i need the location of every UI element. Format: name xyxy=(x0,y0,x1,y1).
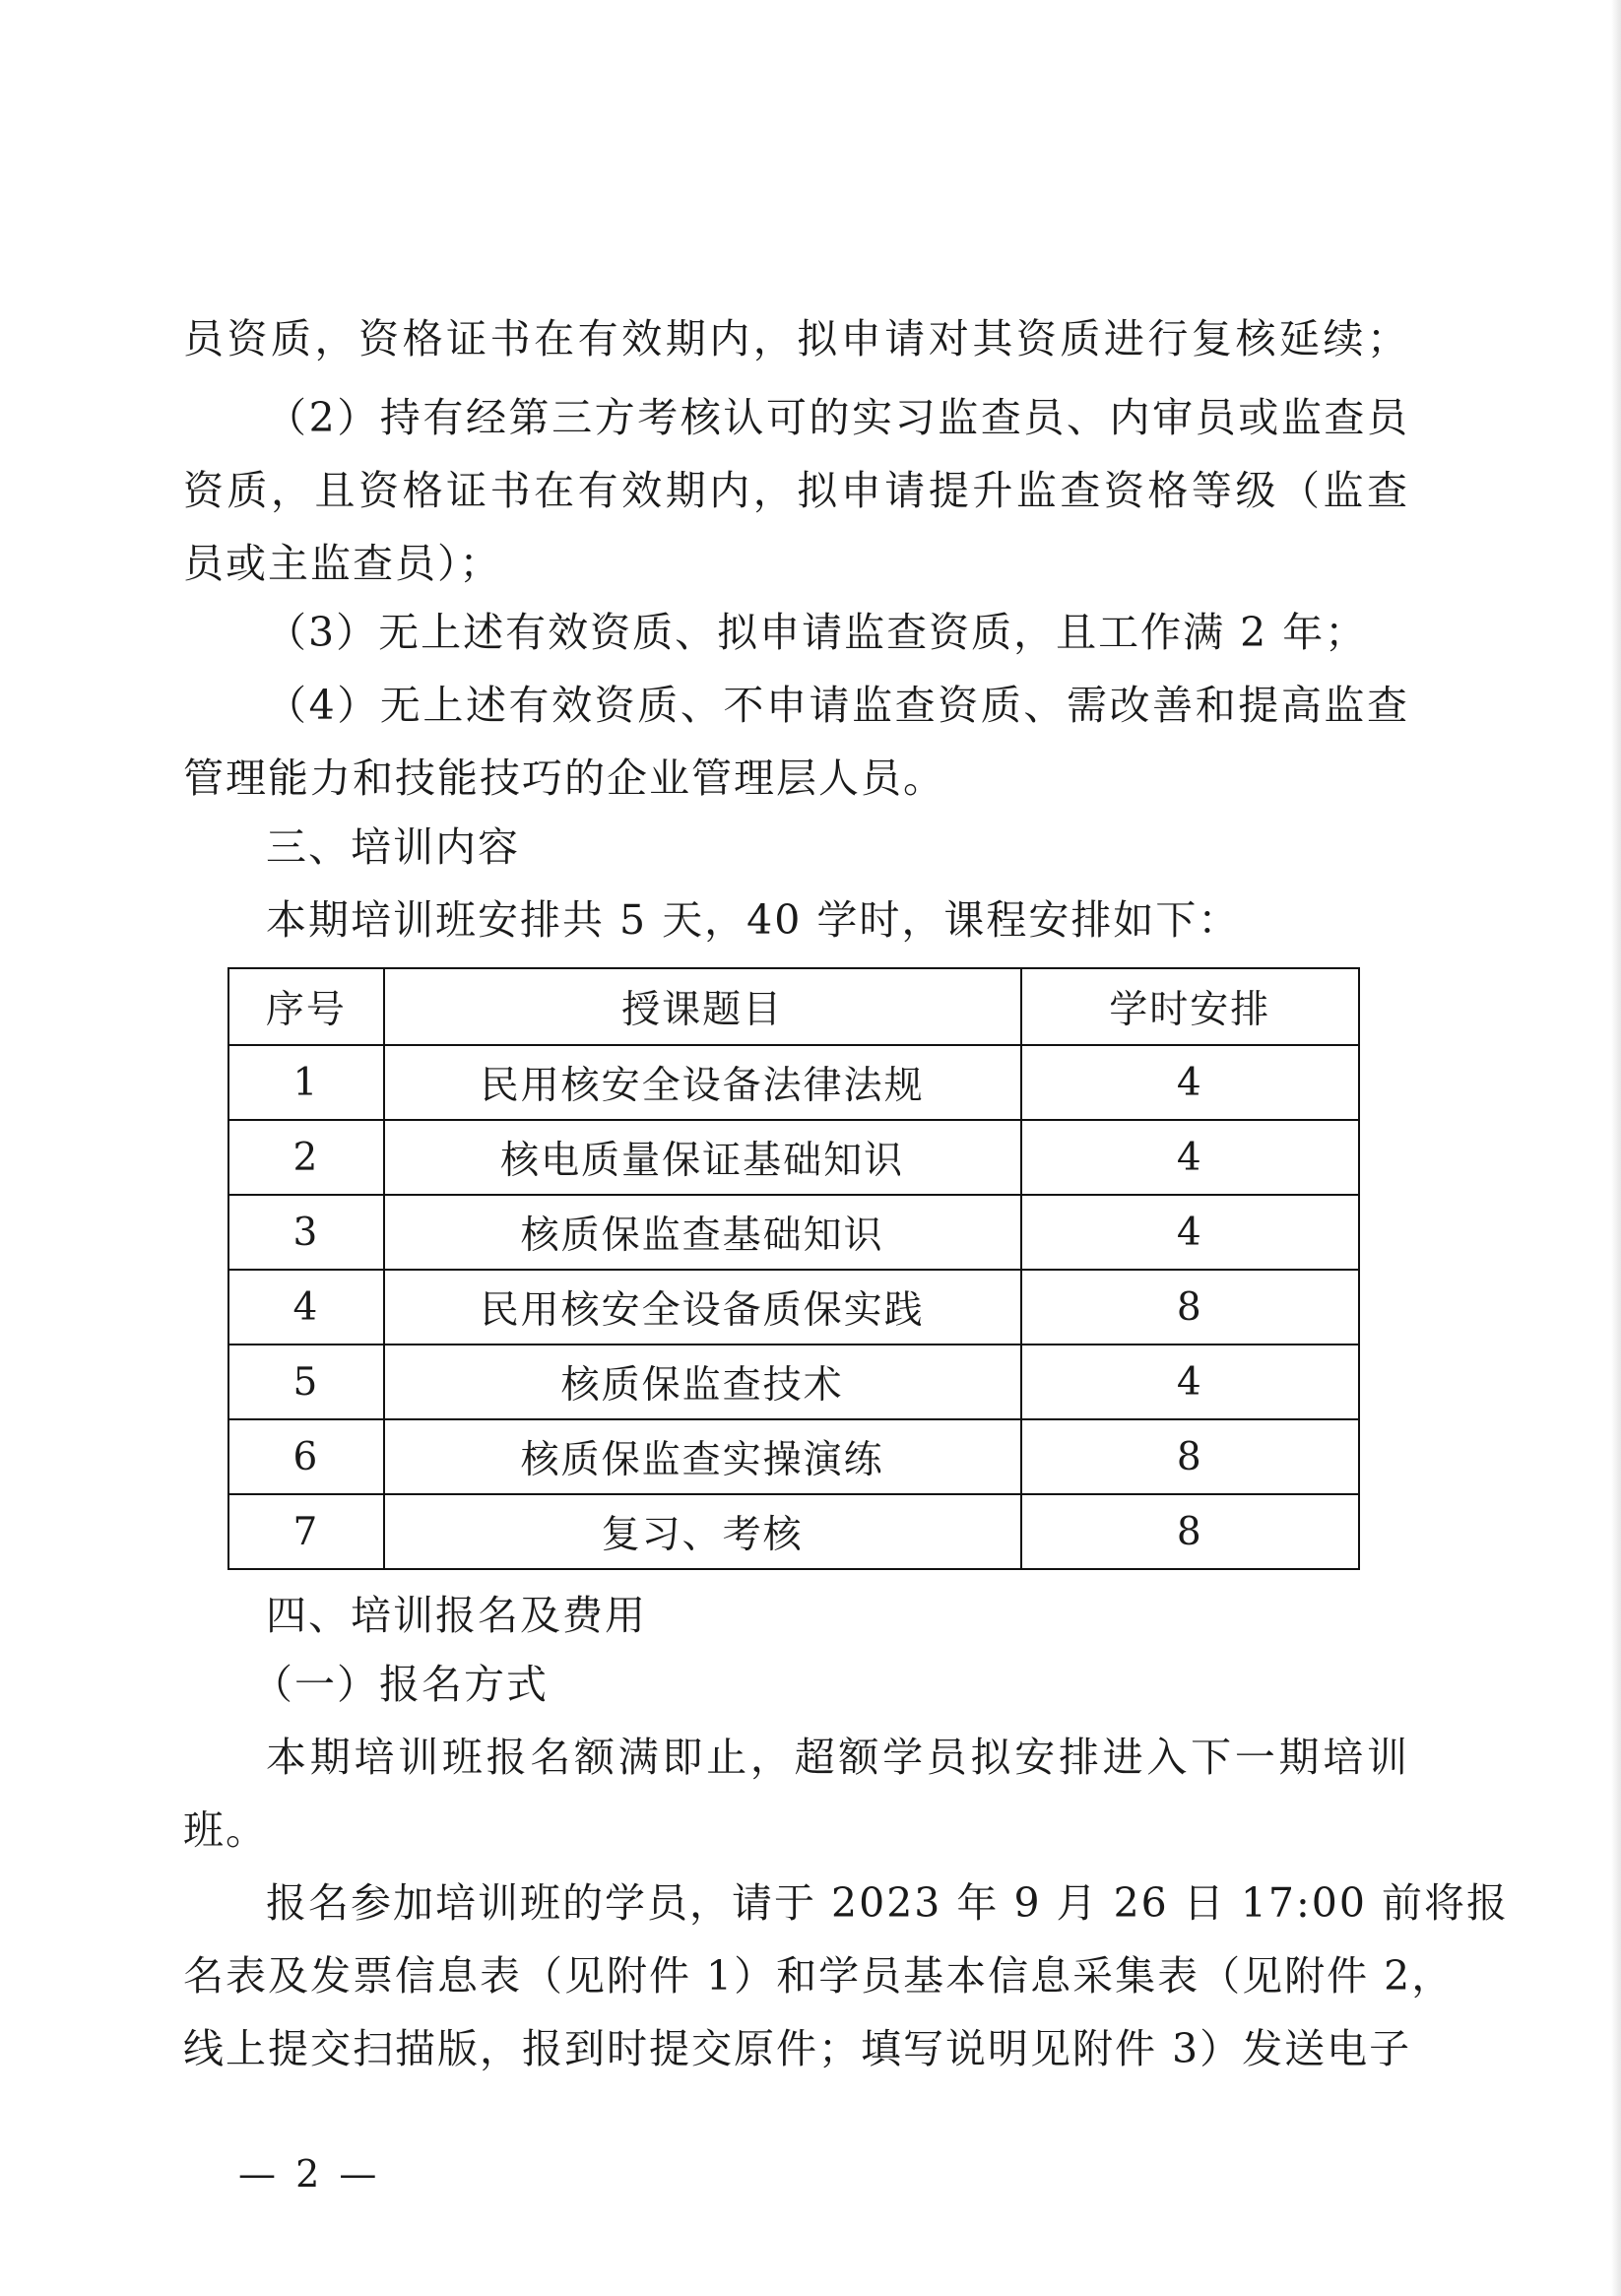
paragraph-line: 本期培训班安排共 5 天，40 学时，课程安排如下： xyxy=(266,896,1241,944)
table-row xyxy=(228,1195,1359,1270)
scan-edge-shadow xyxy=(1611,0,1621,2296)
section-heading: 四、培训报名及费用 xyxy=(266,1592,647,1639)
table-row xyxy=(228,1494,1359,1569)
cell-index: 2 xyxy=(228,1120,384,1195)
cell-course-title: 核质保监查实操演练 xyxy=(384,1419,1021,1494)
table-row xyxy=(228,1120,1359,1195)
subsection-heading: （一）报名方式 xyxy=(252,1661,549,1708)
table-row xyxy=(228,1270,1359,1345)
header-course-title: 授课题目 xyxy=(384,968,1021,1045)
header-hours: 学时安排 xyxy=(1021,968,1359,1045)
cell-course-title: 核电质量保证基础知识 xyxy=(384,1120,1021,1195)
cell-hours: 4 xyxy=(1021,1045,1359,1120)
paragraph-line: （3）无上述有效资质、拟申请监查资质，且工作满 2 年； xyxy=(266,609,1368,656)
paragraph-line: 资质，且资格证书在有效期内，拟申请提升监查资格等级（监查 xyxy=(183,467,1409,514)
cell-index: 3 xyxy=(228,1195,384,1270)
cell-index: 7 xyxy=(228,1494,384,1569)
cell-course-title: 民用核安全设备质保实践 xyxy=(384,1270,1021,1345)
table-header-row xyxy=(228,968,1359,1045)
paragraph-line: 员或主监查员）； xyxy=(183,540,502,587)
cell-index: 5 xyxy=(228,1345,384,1419)
cell-hours: 8 xyxy=(1021,1270,1359,1345)
cell-index: 4 xyxy=(228,1270,384,1345)
course-schedule-table xyxy=(227,967,1360,1570)
cell-hours: 8 xyxy=(1021,1419,1359,1494)
page-number: — 2 — xyxy=(238,2152,381,2196)
paragraph-line: 报名参加培训班的学员，请于 2023 年 9 月 26 日 17:00 前将报 xyxy=(266,1879,1510,1927)
cell-hours: 4 xyxy=(1021,1120,1359,1195)
paragraph-line: 员资质，资格证书在有效期内，拟申请对其资质进行复核延续； xyxy=(183,315,1409,362)
cell-index: 1 xyxy=(228,1045,384,1120)
cell-course-title: 核质保监查基础知识 xyxy=(384,1195,1021,1270)
section-heading: 三、培训内容 xyxy=(266,823,520,871)
paragraph-line: 名表及发票信息表（见附件 1）和学员基本信息采集表（见附件 2， xyxy=(183,1952,1455,2000)
table-row xyxy=(228,1419,1359,1494)
cell-course-title: 民用核安全设备法律法规 xyxy=(384,1045,1021,1120)
table-row xyxy=(228,1345,1359,1419)
cell-index: 6 xyxy=(228,1419,384,1494)
cell-hours: 4 xyxy=(1021,1345,1359,1419)
paragraph-line: 班。 xyxy=(183,1806,268,1854)
paragraph-line: 线上提交扫描版，报到时提交原件；填写说明见附件 3）发送电子 xyxy=(183,2025,1412,2072)
paragraph-line: 管理能力和技能技巧的企业管理层人员。 xyxy=(183,754,945,802)
header-index: 序号 xyxy=(228,968,384,1045)
cell-course-title: 核质保监查技术 xyxy=(384,1345,1021,1419)
paragraph-line: （4）无上述有效资质、不申请监查资质、需改善和提高监查 xyxy=(266,682,1409,729)
table-row xyxy=(228,1045,1359,1120)
paragraph-line: 本期培训班报名额满即止，超额学员拟安排进入下一期培训 xyxy=(266,1734,1409,1781)
cell-hours: 8 xyxy=(1021,1494,1359,1569)
cell-hours: 4 xyxy=(1021,1195,1359,1270)
paragraph-line: （2）持有经第三方考核认可的实习监查员、内审员或监查员 xyxy=(266,394,1409,441)
cell-course-title: 复习、考核 xyxy=(384,1494,1021,1569)
